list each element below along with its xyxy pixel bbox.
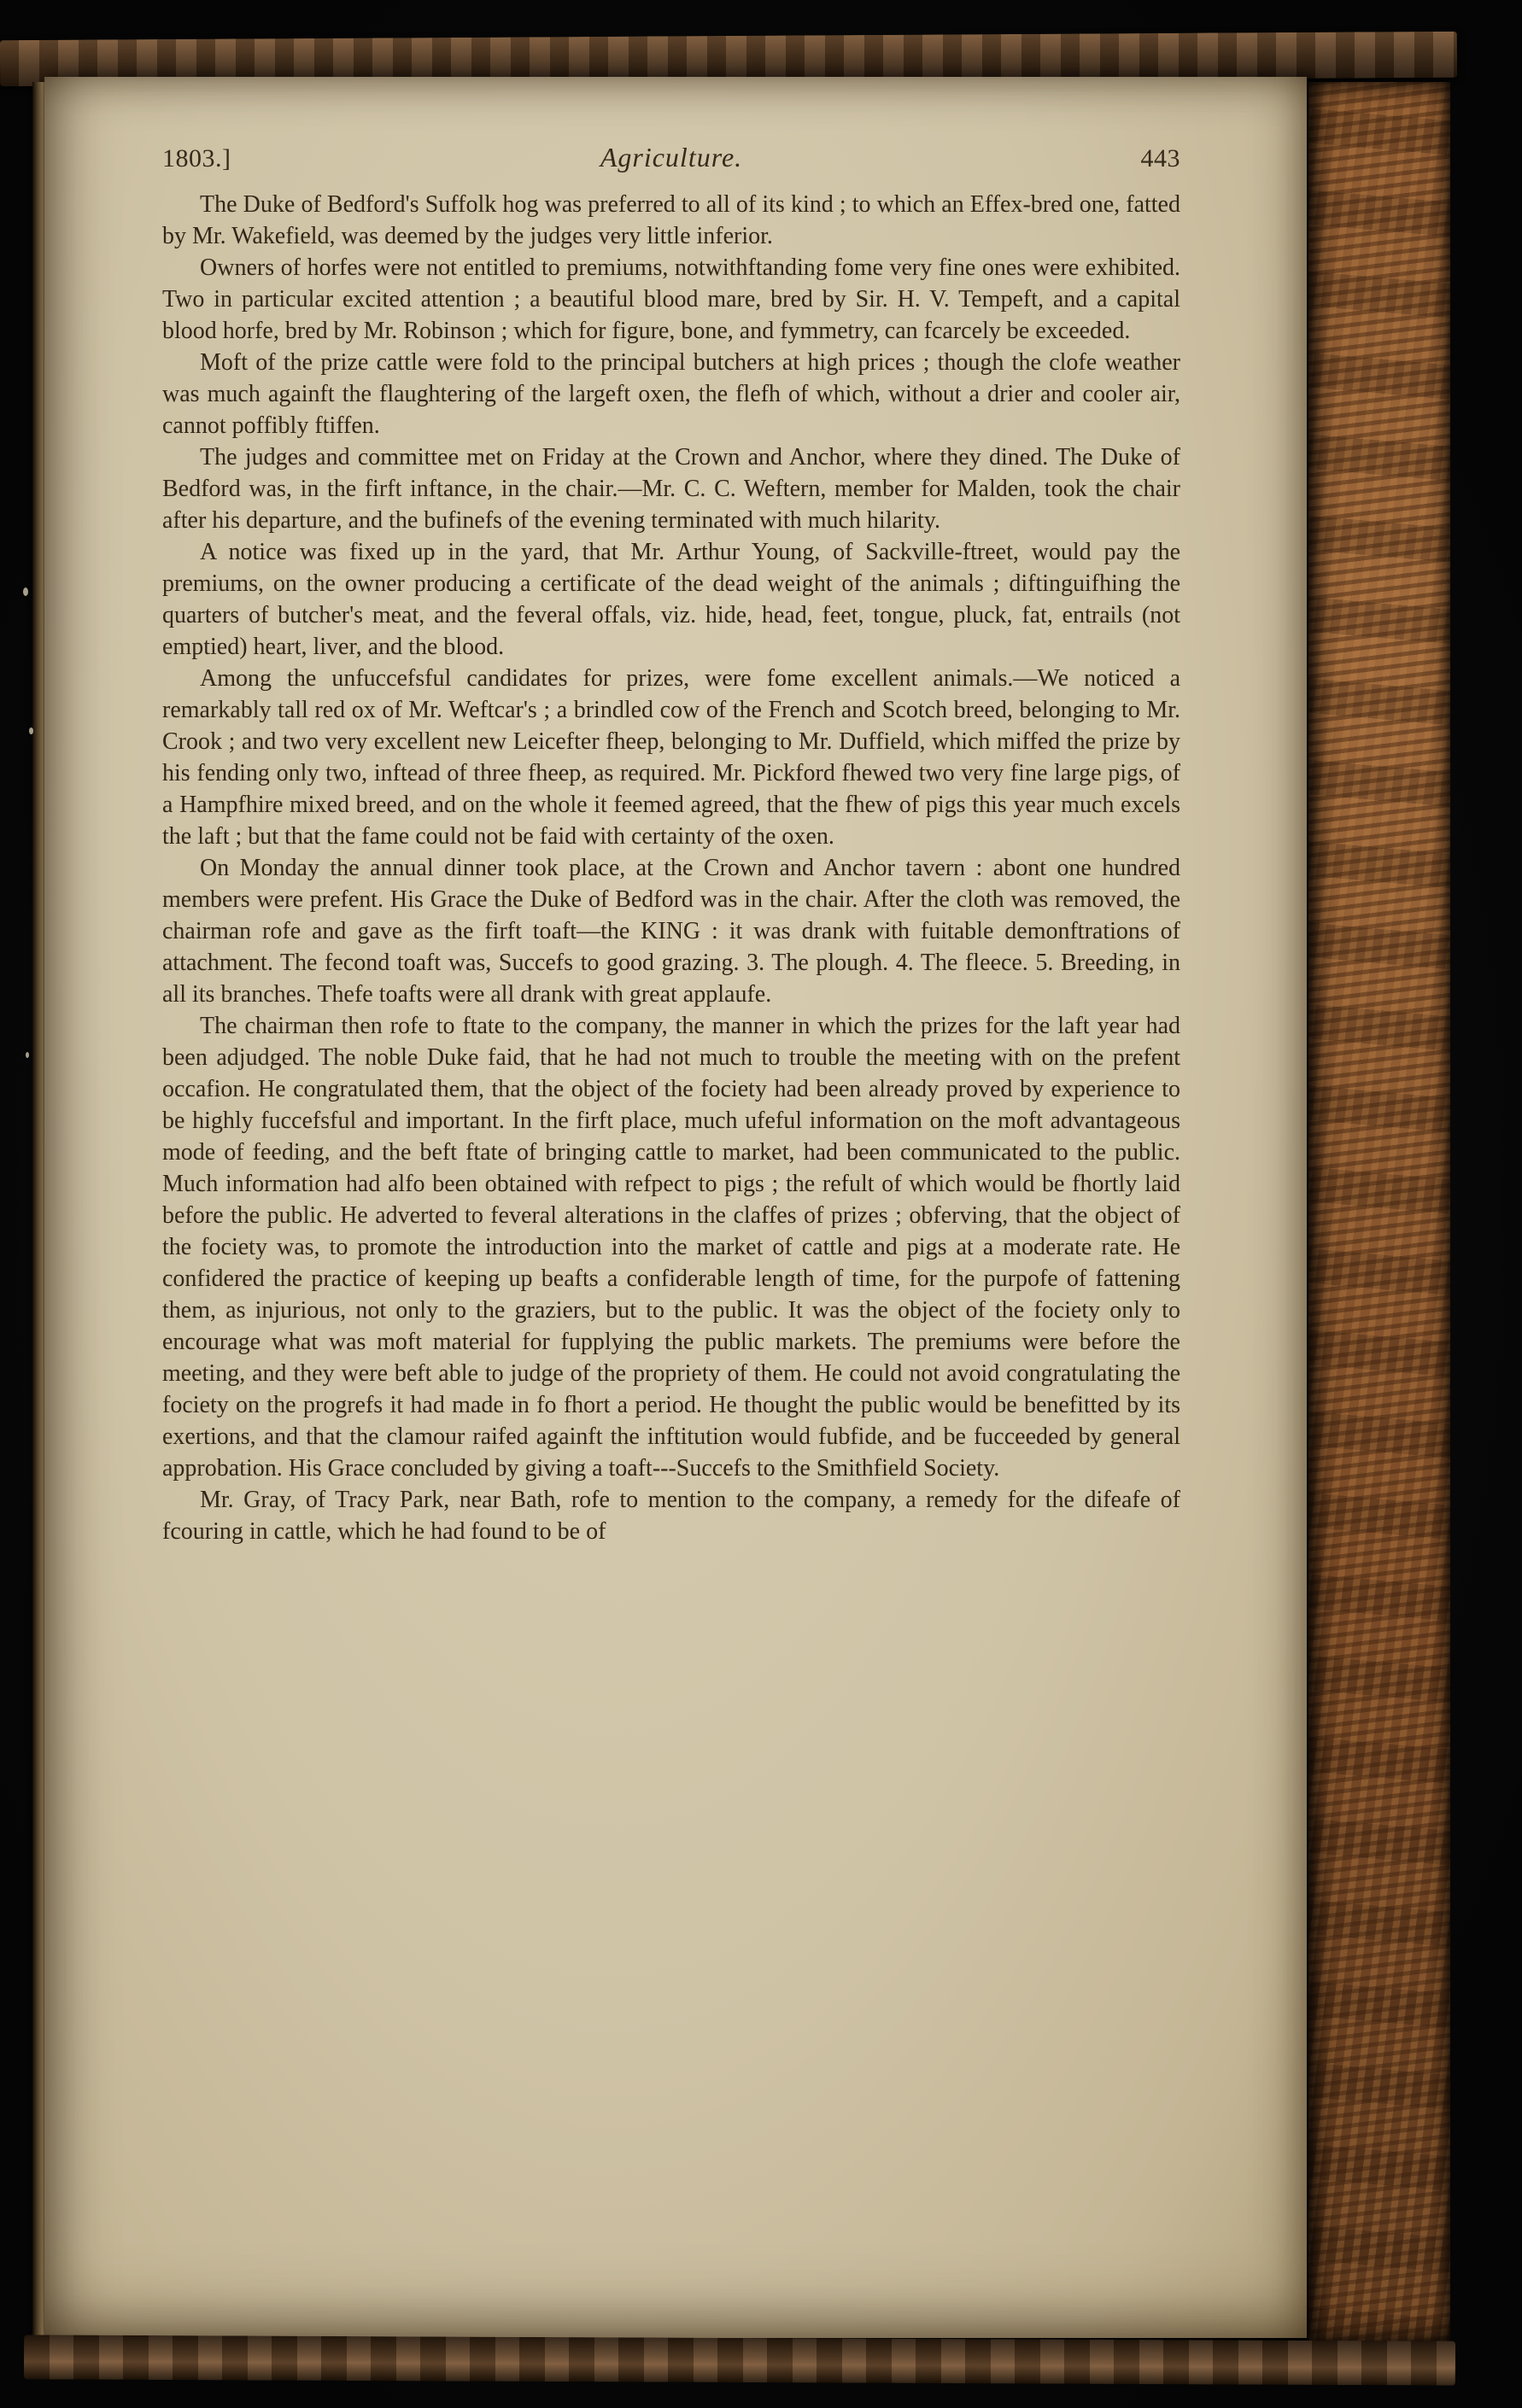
book-page xyxy=(44,77,1307,2338)
paragraph: Moft of the prize cattle were fold to the principal butchers at high prices ; though the clofe weather was much againft the flaughtering of the largeft oxen, the flefh of which, without a drier and cooler air, cannot poffibly ftiffen. xyxy=(162,349,1180,439)
book-cover-bottom-edge xyxy=(24,2335,1455,2385)
dust-speck xyxy=(26,1052,29,1058)
running-head xyxy=(162,142,1180,173)
page-title: Agriculture. xyxy=(600,142,743,172)
paragraph: A notice was fixed up in the yard, that Mr. Arthur Young, of Sackville-ftreet, would pay the premiums, on the owner producing a certificate of the dead weight of the animals ; diftinguifhing the quarters of butcher's meat, and the feveral offals, viz. hide, head, feet, tongue, pluck, fat, entrails (not emptied) heart, liver, and the blood. xyxy=(162,539,1180,660)
page-number: 443 xyxy=(1140,144,1180,172)
paragraph: Mr. Gray, of Tracy Park, near Bath, rofe to mention to the company, a remedy for the difeafe of fcouring in cattle, which he had found to be of xyxy=(162,1487,1180,1545)
paragraph: On Monday the annual dinner took place, at the Crown and Anchor tavern : abont one hundred members were prefent. His Grace the Duke of Bedford was in the chair. After the cloth was removed, the chairman rofe and gave as the firft toaft—the KING : it was drank with fuitable demonftrations of attachment. The fecond toaft was, Succefs to good grazing. 3. The plough. 4. The fleece. 5. Breeding, in all its branches. Thefe toafts were all drank with great applaufe. xyxy=(162,855,1180,1008)
paragraph: Owners of horfes were not entitled to premiums, notwithftanding fome very fine ones were exhibited. Two in particular excited attention ; a beautiful blood mare, bred by Sir. H. V. Tempeft, and a capital blood horfe, bred by Mr. Robinson ; which for figure, bone, and fymmetry, can fcarcely be exceeded. xyxy=(162,254,1180,344)
marbled-fore-edge xyxy=(1308,82,1450,2341)
dust-speck xyxy=(29,728,33,734)
page-year: 1803.] xyxy=(162,144,231,172)
paragraph: Among the unfuccefsful candidates for prizes, were fome excellent animals.—We noticed a remarkably tall red ox of Mr. Weftcar's ; a brindled cow of the French and Scotch breed, belonging to Mr. Crook ; and two very excellent new Leicefter fheep, belonging to Mr. Duffield, which miffed the prize by his fending only two, inftead of three fheep, as required. Mr. Pickford fhewed two very fine large pigs, of a Hampfhire mixed breed, and on the whole it feemed agreed, that the fhew of pigs this year much excels the laft ; but that the fame could not be faid with certainty of the oxen. xyxy=(162,665,1180,850)
dust-speck xyxy=(23,587,28,596)
paragraph: The chairman then rofe to ftate to the company, the manner in which the prizes for the laft year had been adjudged. The noble Duke faid, that he had not much to trouble the meeting with on the prefent occafion. He congratulated them, that the object of the fociety had been already proved by experience to be highly fuccefsful and important. In the firft place, much ufeful information on the moft advantageous mode of feeding, and the beft ftate of bringing cattle to market, had been communicated to the public. Much information had alfo been obtained with refpect to pigs ; the refult of which would be fhortly laid before the public. He adverted to feveral alterations in the claffes of prizes ; obferving, that the object of the fociety was, to promote the introduction into the market of cattle and pigs at a moderate rate. He confidered the practice of keeping up beafts a confiderable length of time, for the purpofe of fattening them, as injurious, not only to the graziers, but to the public. It was the object of the fociety only to encourage what was moft material for fupplying the public markets. The premiums were before the meeting, and they were beft able to judge of the propriety of them. He could not avoid congratulating the fociety on the progrefs it had made in fo fhort a period. He thought the public would be benefitted by its exertions, and that the clamour raifed againft the inftitution would fubfide, and be fucceeded by general approbation. His Grace concluded by giving a toaft---Succefs to the Smithfield Society. xyxy=(162,1013,1180,1482)
paragraph: The Duke of Bedford's Suffolk hog was preferred to all of its kind ; to which an Effex-bred one, fatted by Mr. Wakefield, was deemed by the judges very little inferior. xyxy=(162,191,1180,249)
page-text xyxy=(162,189,1180,1547)
paragraph: The judges and committee met on Friday at the Crown and Anchor, where they dined. The Duke of Bedford was, in the firft inftance, in the chair.—Mr. C. C. Weftern, member for Malden, took the chair after his departure, and the bufinefs of the evening terminated with much hilarity. xyxy=(162,444,1180,534)
